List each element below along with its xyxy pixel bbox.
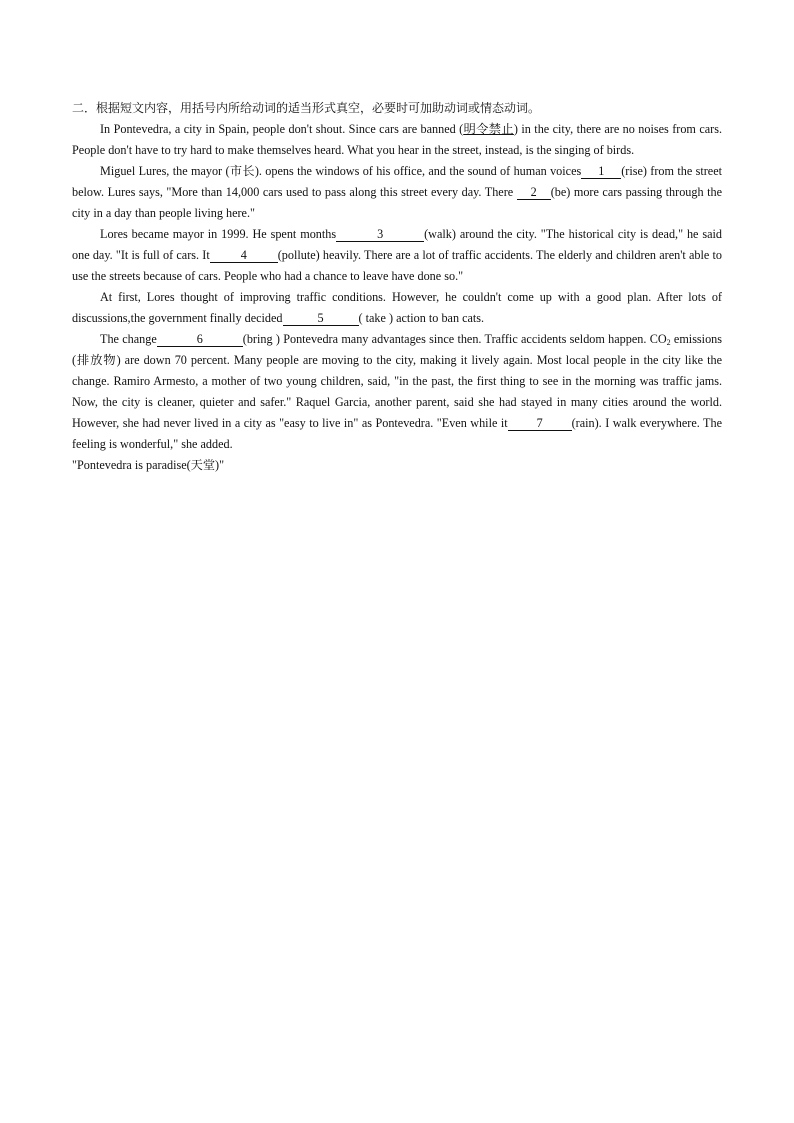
blank-1[interactable]: 1: [581, 164, 621, 179]
p2-text-a: Miguel Lures, the mayor (市长). opens the windows of his office, and the sound of human voices: [100, 164, 582, 178]
p2-text-b: (rise) from the street below. Lures says, "More than 14,000 cars used to pass along this street every day. There: [72, 164, 722, 199]
blank-3[interactable]: 3: [336, 227, 424, 242]
p3-text-a: Lores became mayor in 1999. He spent months: [100, 227, 337, 241]
p2-text-c: (be) more cars passing through the city in a day than people living here.": [72, 185, 722, 220]
paragraph-3: [72, 224, 722, 287]
paragraph-1: [72, 119, 722, 161]
p1-text-a: In Pontevedra, a city in Spain, people don't shout. Since cars are banned (: [100, 122, 464, 136]
closing-quote: "Pontevedra is paradise(天堂)": [72, 458, 225, 472]
worksheet-page: [72, 98, 722, 476]
paragraph-5: [72, 329, 722, 455]
p5-text-c: emissions (排放物) are down 70 percent. Many people are moving to the city, making it lively again. Most local people in the city like the change. Ramiro Armesto, a mother of two young children, said, "in the past, the first thing to see in the morning was traffic jams. Now, the city is cleaner, quieter and safer." Raquel Garcia, another parent, said she had stayed in many cities around the world. However, she had never lived in a city as "easy to live in" as Pontevedra. "Even while it: [72, 332, 722, 430]
p5-text-b: (bring ) Pontevedra many advantages since then. Traffic accidents seldom happen. CO: [242, 332, 667, 346]
section-heading: 二．根据短文内容，用括号内所给动词的适当形式真空，必要时可加助动词或情态动词。: [72, 101, 541, 115]
p5-text-d: (rain). I walk everywhere. The feeling is wonderful," she added.: [72, 416, 722, 451]
paragraph-2: [72, 161, 722, 224]
p1-underlined-term: 明令禁止: [463, 122, 514, 136]
blank-4[interactable]: 4: [210, 248, 278, 263]
co2-subscript: 2: [666, 338, 671, 347]
p1-text-c: ) in the city, there are no noises from cars. People don't have to try hard to make themselves heard. What you hear in the street, instead, is the singing of birds.: [72, 122, 722, 157]
p4-text-b: ( take ) action to ban cats.: [358, 311, 485, 325]
blank-5[interactable]: 5: [283, 311, 359, 326]
paragraph-4: [72, 287, 722, 329]
p3-text-b: (walk) around the city. "The historical city is dead," he said one day. "It is full of cars. It: [72, 227, 722, 262]
blank-2[interactable]: 2: [517, 185, 551, 200]
p4-text-a: At first, Lores thought of improving traffic conditions. However, he couldn't come up with a good plan. After lots of discussions,the government finally decided: [72, 290, 722, 325]
blank-7[interactable]: 7: [508, 416, 572, 431]
blank-6[interactable]: 6: [157, 332, 243, 347]
p5-text-a: The change: [100, 332, 157, 346]
p3-text-c: (pollute) heavily. There are a lot of traffic accidents. The elderly and children aren't able to use the streets because of cars. People who had a chance to leave have done so.": [72, 248, 722, 283]
